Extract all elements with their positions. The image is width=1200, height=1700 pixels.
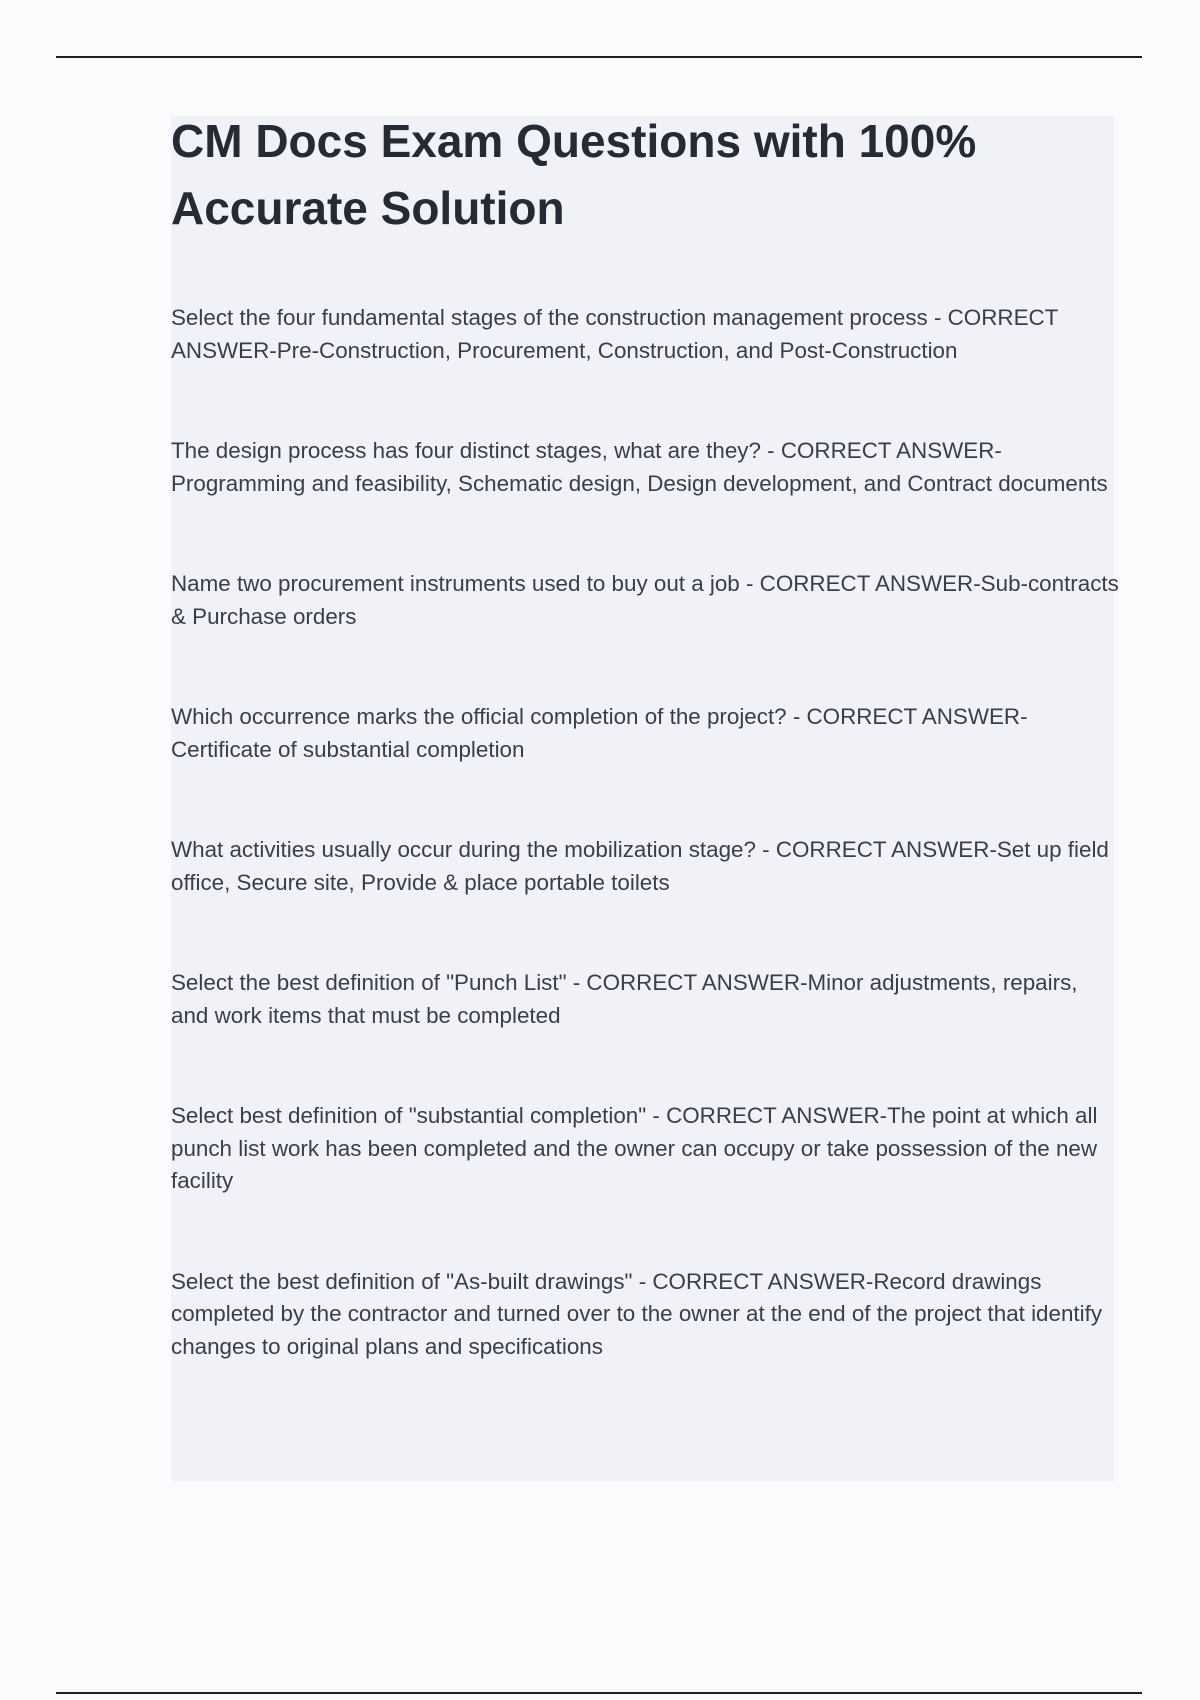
question-answer-item: What activities usually occur during the mobilization stage? - CORRECT ANSWER-Set up field office, Secure site, Provide & place portable toilets <box>171 837 1109 895</box>
question-list <box>171 302 1121 1363</box>
question-answer-item: Select the best definition of "As-built drawings" - CORRECT ANSWER-Record drawings completed by the contractor and turned over to the owner at the end of the project that identify changes to original plans and specifications <box>171 1268 1103 1359</box>
question-answer-item: Select the best definition of "Punch List" - CORRECT ANSWER-Minor adjustments, repairs, and work items that must be completed <box>171 970 1078 1028</box>
bottom-rule <box>56 1692 1142 1694</box>
question-answer-item: Name two procurement instruments used to buy out a job - CORRECT ANSWER-Sub-contracts & Purchase orders <box>171 571 1119 629</box>
question-answer-item: Select best definition of "substantial completion" - CORRECT ANSWER-The point at which all punch list work has been completed and the owner can occupy or take possession of the new facility <box>171 1103 1098 1193</box>
question-answer-item: Which occurrence marks the official completion of the project? - CORRECT ANSWER-Certificate of substantial completion <box>171 704 1028 762</box>
question-answer-item: Select the four fundamental stages of the construction management process - CORRECT ANSWER-Pre-Construction, Procurement, Construction, and Post-Construction <box>171 305 1058 363</box>
top-rule <box>56 56 1142 58</box>
document-title: CM Docs Exam Questions with 100% Accurate Solution <box>171 115 977 234</box>
question-answer-item: The design process has four distinct stages, what are they? - CORRECT ANSWER-Programming and feasibility, Schematic design, Design development, and Contract documents <box>171 438 1108 496</box>
